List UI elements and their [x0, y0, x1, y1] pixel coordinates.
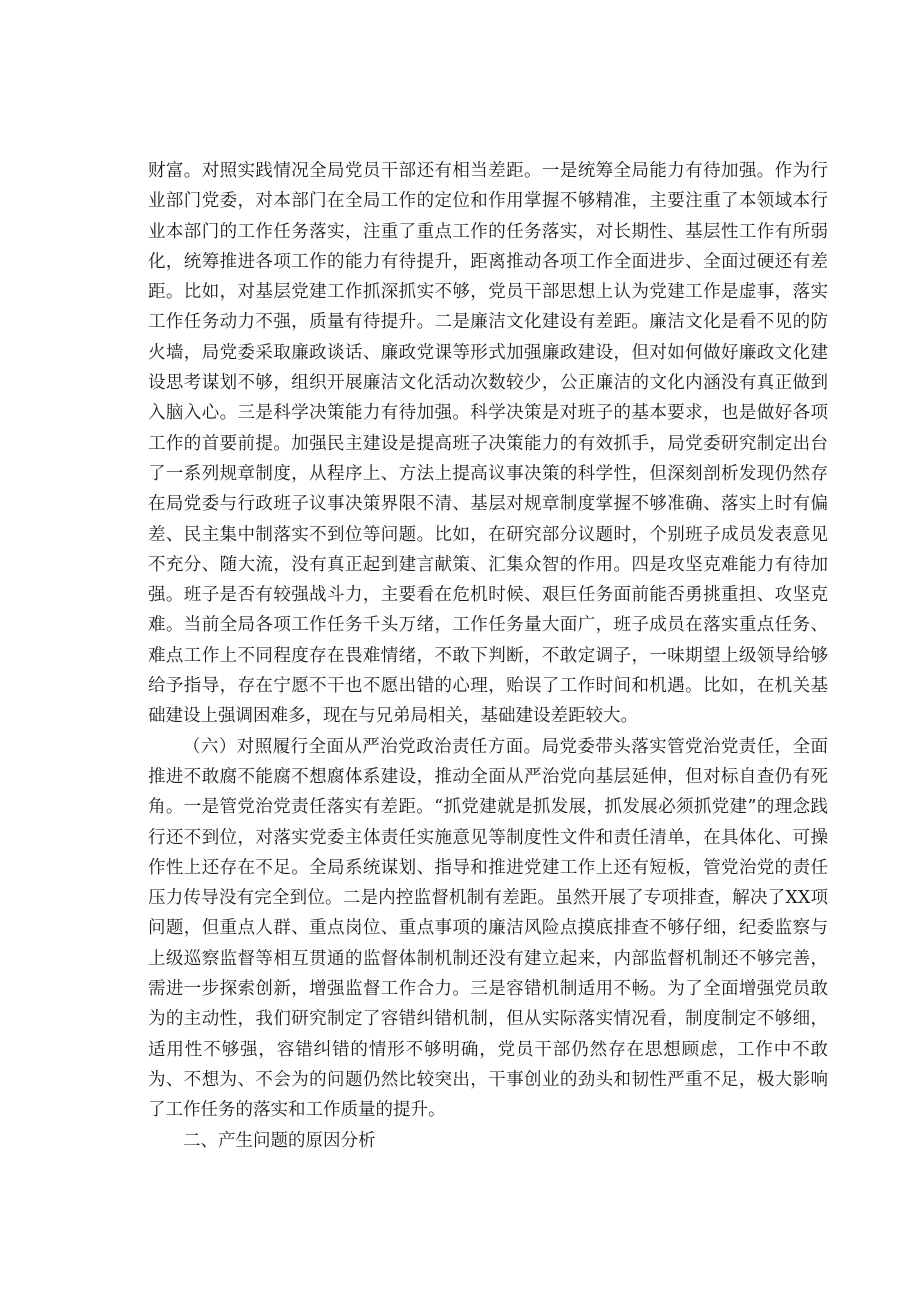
paragraph-continuation: 财富。对照实践情况全局党员干部还有相当差距。一是统筹全局能力有待加强。作为行业部门党委，对本部门在全局工作的定位和作用掌握不够精准，主要注重了本领域本行业本部门的工作任务落实，注重了重点工作的任务落实，对长期性、基层性工作有所弱化，统筹推进各项工作的能力有待提升，距离推动各项工作全面进步、全面过硬还有差距。比如，对基层党建工作抓深抓实不够，党员干部思想上认为党建工作是虚事，落实工作任务动力不强，质量有待提升。二是廉洁文化建设有差距。廉洁文化是看不见的防火墙，局党委采取廉政谈话、廉政党课等形式加强廉政建设，但对如何做好廉政文化建设思考谋划不够，组织开展廉洁文化活动次数较少，公正廉洁的文化内涵没有真正做到入脑入心。三是科学决策能力有待加强。科学决策是对班子的基本要求，也是做好各项工作的首要前提。加强民主建设是提高班子决策能力的有效抓手，局党委研究制定出台了一系列规章制度，从程序上、方法上提高议事决策的科学性，但深刻剖析发现仍然存在局党委与行政班子议事决策界限不清、基层对规章制度掌握不够准确、落实上时有偏差、民主集中制落实不到位等问题。比如，在研究部分议题时，个别班子成员发表意见不充分、随大流，没有真正起到建言献策、汇集众智的作用。四是攻坚克难能力有待加强。班子是否有较强战斗力，主要看在危机时候、艰巨任务面前能否勇挑重担、攻坚克难。当前全局各项工作任务千头万绪，工作任务量大面广，班子成员在落实重点任务、难点工作上不同程度存在畏难情绪，不敢下判断，不敢定调子，一味期望上级领导给够给予指导，存在宁愿不干也不愿出错的心理，贻误了工作时间和机遇。比如，在机关基础建设上强调困难多，现在与兄弟局相关，基础建设差距较大。: [148, 161, 828, 727]
paragraph-section-six: （六）对照履行全面从严治党政治责任方面。局党委带头落实管党治党责任，全面推进不敢腐不能腐不想腐体系建设，推动全面从严治党向基层延伸，但对标自查仍有死角。一是管党治党责任落实有差距。“抓党建就是抓发展，抓发展必须抓党建”的理念践行还不到位，对落实党委主体责任实施意见等制度性文件和责任清单，在具体化、可操作性上还存在不足。全局系统谋划、指导和推进党建工作上还有短板，管党治党的责任压力传导没有完全到位。二是内控监督机制有差距。虽然开展了专项排查，解决了XX项问题，但重点人群、重点岗位、重点事项的廉洁风险点摸底排查不够仔细，纪委监察与上级巡察监督等相互贯通的监督体制机制还没有建立起来，内部监督机制还不够完善，需进一步探索创新，增强监督工作合力。三是容错机制适用不畅。为了全面增强党员敢为的主动性，我们研究制定了容错纠错机制，但从实际落实情况看，制度制定不够细，适用性不够强，容错纠错的情形不够明确，党员干部仍然存在思想顾虑，工作中不敢为、不想为、不会为的问题仍然比较突出，干事创业的劲头和韧性严重不足，极大影响了工作任务的落实和工作质量的提升。: [148, 736, 828, 1121]
document-body: [148, 156, 828, 1156]
section-heading: 二、产生问题的原因分析: [183, 1130, 376, 1151]
